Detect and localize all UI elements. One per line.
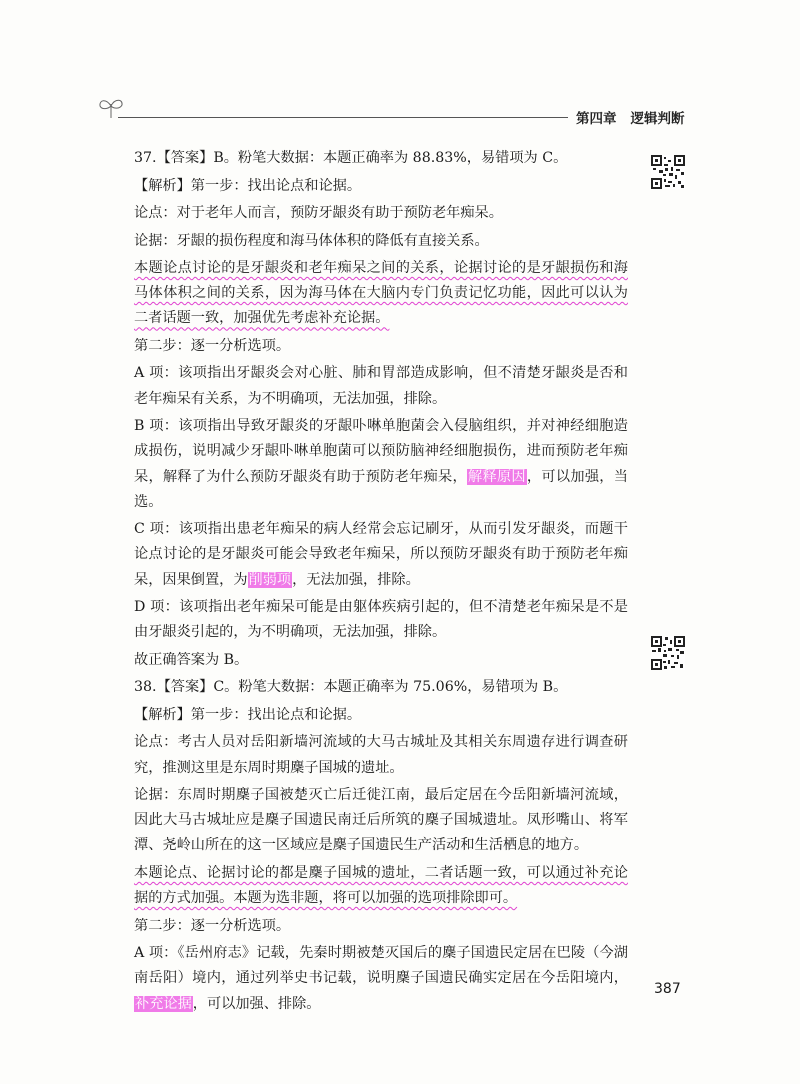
q38-argument: 论点：考古人员对岳阳新墙河流域的大马古城址及其相关东周遗存进行调查研究，推测这里是东周时期麇子国城的遗址。	[134, 734, 628, 776]
q38-option-a	[134, 941, 628, 1017]
highlight-explain-cause: 解释原因	[468, 468, 526, 485]
text: C 项：该项指出患老年痴呆的病人经常会忘记刷牙，从而引发牙龈炎，而题干论点讨论的是牙龈炎可能会导致老年痴呆，所以预防牙龈炎有助于预防老年痴呆，因果倒置，为	[134, 521, 628, 588]
q38-analysis	[134, 861, 628, 911]
q37-step2: 第二步：逐一分析选项。	[134, 337, 291, 354]
text: ，可以加强、排除。	[192, 995, 321, 1012]
q38-analysis-step1: 【解析】第一步：找出论点和论据。	[134, 706, 362, 723]
header-rule	[118, 117, 568, 118]
underlined-text: 本题论点、论据讨论的都是麇子国城的遗址，二者话题一致，可以通过补充论据的方式加强。本题为选非题，将可以加强的选项排除即可。	[134, 864, 628, 907]
highlight-weaken: 削弱项	[248, 571, 292, 588]
q37-option-b	[134, 414, 628, 515]
q37-answer: 37.【答案】B。粉笔大数据：本题正确率为 88.83%，易错项为 C。	[134, 150, 568, 166]
q37-option-c	[134, 517, 628, 593]
q37-option-a: A 项：该项指出牙龈炎会对心脏、肺和胃部造成影响，但不清楚牙龈炎是否和老年痴呆有关系，为不明确项，无法加强，排除。	[134, 365, 628, 407]
text: B 项：该项指出导致牙龈炎的牙龈卟啉单胞菌会入侵脑组织，并对神经细胞造成损伤，说明减少牙龈卟啉单胞菌可以预防脑神经细胞损伤，进而预防老年痴呆，解释了为什么预防牙龈炎有助于预防老年痴呆，	[134, 418, 628, 485]
chapter-heading	[576, 107, 685, 127]
q37-conclusion: 故正确答案为 B。	[134, 651, 249, 668]
q38-answer: 38.【答案】C。粉笔大数据：本题正确率为 75.06%，易错项为 B。	[134, 679, 568, 696]
highlight-supplement-evidence: 补充论据	[135, 995, 192, 1012]
text: A 项：《岳州府志》记载，先秦时期被楚灭国后的麇子国遗民定居在巴陵（今湖南岳阳）境内，通过列举史书记载，说明麇子国遗民确实定居在今岳阳境内，	[134, 945, 628, 987]
q38-evidence: 论据：东周时期麇子国被楚灭亡后迁徙江南，最后定居在今岳阳新墙河流域，因此大马古城址应是麇子国遗民南迁后所筑的麇子国城遗址。凤形嘴山、将军潭、尧岭山所在的这一区域应是麇子国遗民生产活动和生活栖息的地方。	[134, 787, 628, 854]
q37-analysis	[134, 256, 628, 332]
q37-evidence: 论据：牙龈的损伤程度和海马体体积的降低有直接关系。	[134, 232, 489, 249]
page-body	[134, 146, 628, 1019]
q37-option-d: D 项：该项指出老年痴呆可能是由躯体疾病引起的，但不清楚老年痴呆是不是由牙龈炎引起的，为不明确项，无法加强，排除。	[134, 599, 628, 641]
qr-code-icon[interactable]	[651, 636, 685, 670]
chapter-number: 第四章	[576, 111, 617, 127]
q37-argument: 论点：对于老年人而言，预防牙龈炎有助于预防老年痴呆。	[134, 205, 503, 221]
chapter-title: 逻辑判断	[630, 111, 685, 127]
page-number: 387	[654, 981, 681, 997]
underlined-text: 本题论点讨论的是牙龈炎和老年痴呆之间的关系，论据讨论的是牙龈损伤和海马体体积之间的关系，因为海马体在大脑内专门负责记忆功能，因此可以认为二者话题一致，加强优先考虑补充论据。	[134, 260, 628, 327]
qr-code-icon[interactable]	[651, 155, 685, 189]
text: ，可以加强，当选。	[134, 468, 628, 510]
q37-analysis-step1: 【解析】第一步：找出论点和论据。	[134, 177, 362, 194]
text: ，无法加强，排除。	[292, 571, 420, 588]
q38-step2: 第二步：逐一分析选项。	[134, 917, 291, 934]
